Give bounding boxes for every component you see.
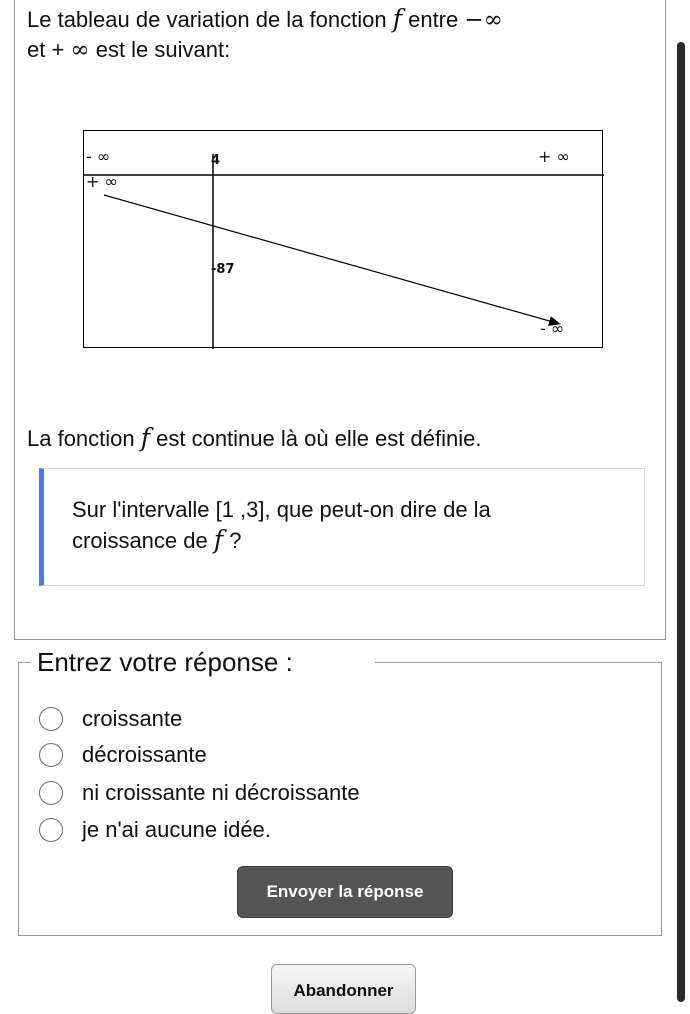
question-prompt-box bbox=[39, 468, 645, 586]
option-decroissante[interactable] bbox=[39, 740, 207, 770]
option-label: je n'ai aucune idée. bbox=[82, 817, 271, 842]
intro-text: Le tableau de variation de la fonction bbox=[27, 7, 393, 32]
y-end-label: - ∞ bbox=[540, 319, 565, 338]
function-symbol: f bbox=[213, 525, 224, 554]
option-ni-croissante-ni-decroissante[interactable] bbox=[39, 778, 360, 808]
question-intro bbox=[27, 4, 657, 65]
infinity-symbol: ∞ bbox=[70, 37, 90, 63]
fieldset-border bbox=[375, 662, 661, 663]
radio-button[interactable] bbox=[39, 743, 63, 767]
answer-legend: Entrez votre réponse : bbox=[37, 647, 293, 677]
submit-answer-button[interactable]: Envoyer la réponse bbox=[237, 866, 453, 918]
intro-text: et + bbox=[27, 37, 71, 62]
function-symbol: f bbox=[140, 423, 151, 452]
question-card bbox=[14, 0, 666, 640]
option-label: ni croissante ni décroissante bbox=[82, 780, 360, 805]
x-start-label: - ∞ bbox=[86, 147, 111, 166]
y-start-label: + ∞ bbox=[86, 172, 118, 191]
radio-button[interactable] bbox=[39, 707, 63, 731]
option-aucune-idee[interactable] bbox=[39, 815, 271, 845]
variation-table-lines bbox=[84, 131, 604, 349]
option-croissante[interactable] bbox=[39, 704, 182, 734]
fieldset-border bbox=[19, 662, 31, 663]
function-symbol: f bbox=[392, 4, 402, 33]
option-label: décroissante bbox=[82, 742, 207, 767]
answer-fieldset bbox=[18, 647, 662, 936]
radio-button[interactable] bbox=[39, 781, 63, 805]
minus-infinity-symbol: −∞ bbox=[464, 7, 503, 33]
question-prompt: Sur l'intervalle [1 ,3], que peut-on dire de la croissance de f ? bbox=[72, 497, 491, 554]
continuity-statement: La fonction f est continue là où elle est définie. bbox=[27, 423, 482, 452]
option-label: croissante bbox=[82, 706, 183, 731]
intro-text: est le suivant: bbox=[89, 37, 231, 62]
x-mid-label: 4 bbox=[211, 153, 221, 168]
decreasing-arrow bbox=[104, 195, 560, 324]
intro-text: entre bbox=[401, 7, 465, 32]
x-end-label: + ∞ bbox=[538, 147, 570, 166]
scrollbar[interactable] bbox=[677, 42, 685, 1002]
abandon-button[interactable]: Abandonner bbox=[271, 964, 416, 1014]
radio-button[interactable] bbox=[39, 818, 63, 842]
y-mid-label: -87 bbox=[211, 262, 235, 277]
variation-table bbox=[83, 130, 603, 348]
